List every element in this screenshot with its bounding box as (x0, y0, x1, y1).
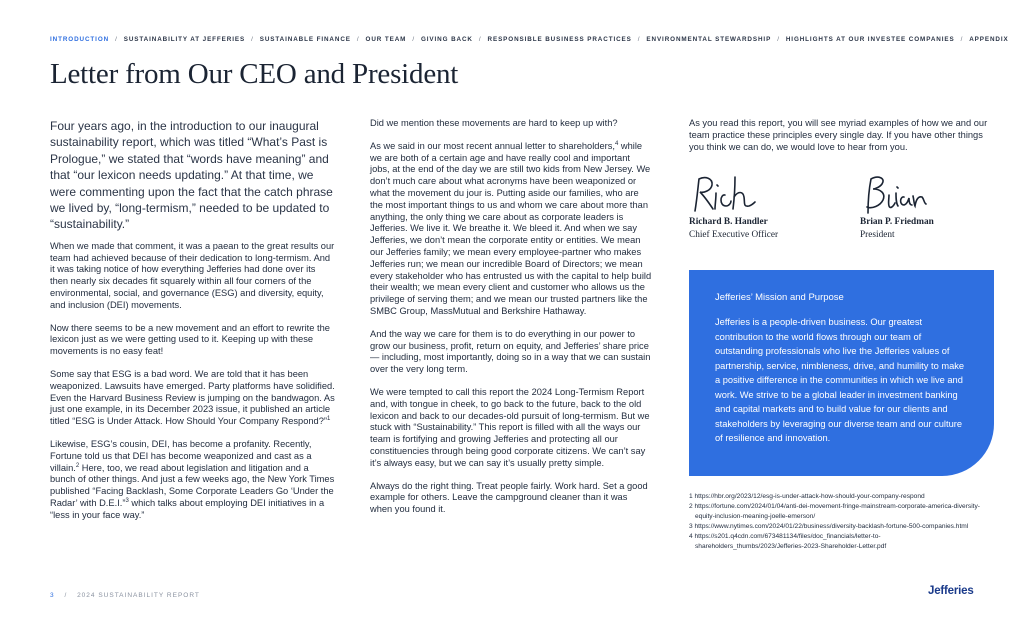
mission-heading: Jefferies’ Mission and Purpose (715, 292, 844, 303)
nav-item-responsible-business-practices[interactable]: RESPONSIBLE BUSINESS PRACTICES (487, 36, 632, 43)
nav-separator: / (115, 36, 118, 43)
paragraph-text: while we are both of a certain age and have really cool and important jobs, at the end of the day we are still two kids from New Jersey. We don’t much care about what acronyms have been weaponized or what the movement du jour is. Putting aside our families, who are the most important things to us and whom we care about more than anything, the only thing we care about as corporate leaders is Jefferies. We live it. We breathe it. We bleed it. And when we say Jefferies, we don’t mean the corporate entity or entities. We mean our Jefferies family; we mean every employee-partner who makes Jefferies run; we mean our incredible Board of Directors; we mean every stakeholder who has entrusted us with the capital to help build their wealth; we mean every client and customer who allows us the privilege of serving them; and we mean our trusted partners like the SMBC Group, MassMutual and Berkshire Hathaway. (370, 140, 652, 316)
body-paragraph: Now there seems to be a new movement and an effort to rewrite the lexicon just as we were getting used to it. Keeping up with these movements is no easy feat! (50, 322, 330, 357)
letter-column-3 (689, 118, 989, 253)
body-paragraph: When we made that comment, it was a paean to the great results our team had achieved because of their dedication to long-termism. And it was taking notice of how everything Jefferies had done over its then nearly six decades fit squarely within all four corners of the environmental, social, and governance (ESG) and diversity, equity, and inclusion (DEI) movements. (50, 240, 335, 310)
footnote-link[interactable]: 4 https://s201.q4cdn.com/673481134/files/doc_financials/letter-to-shareholders_thumbs/2023/Jefferies-2023-Shareholder-Letter.pdf (689, 533, 887, 550)
signer-president (860, 173, 1010, 240)
body-paragraph: And the way we care for them is to do everything in our power to grow our business, profit, return on equity, and Jefferies’ share price — including, most importantly, doing so in a way that we can sustain over the very long term. (370, 328, 651, 375)
nav-separator: / (960, 36, 964, 43)
nav-item-highlights-investee-companies[interactable]: HIGHLIGHTS AT OUR INVESTEE COMPANIES (785, 36, 955, 43)
signer-name: Brian P. Friedman (860, 217, 934, 228)
footnote-link[interactable]: 3 https://www.nytimes.com/2024/01/22/business/diversity-backlash-fortune-500-companies.html (689, 523, 969, 530)
nav-separator: / (637, 36, 641, 43)
nav-separator: / (478, 36, 482, 43)
signature-friedman-icon (860, 173, 930, 215)
paragraph-text: Some say that ESG is a bad word. We are told that it has been weaponized. Lawsuits have emerged. Party platforms have solidified. Even the Harvard Business Review is jumping on the bandwagon. As just one example, in its December 2023 issue, it published an article titled “ESG is Under Attack. How Should Your Company Respond?” (50, 369, 335, 427)
letter-column-2 (370, 118, 652, 527)
nav-item-our-team[interactable]: OUR TEAM (365, 36, 407, 43)
footnote-ref: 1 (327, 416, 331, 423)
nav-item-sustainability-at-jefferies[interactable]: SUSTAINABILITY AT JEFFERIES (123, 36, 246, 43)
body-paragraph: Always do the right thing. Treat people fairly. Work hard. Set a good example for others. Leave the campground cleaner than it was when you found it. (370, 480, 648, 515)
nav-separator: / (777, 36, 780, 43)
page-title: Letter from Our CEO and President (50, 58, 459, 90)
page-number: 3 (50, 592, 55, 599)
nav-item-introduction[interactable]: INTRODUCTION (50, 36, 110, 43)
letter-column-1 (50, 118, 335, 533)
nav-separator: / (251, 36, 254, 43)
mission-text: Jefferies is a people-driven business. Our greatest contribution to the world flows through our team of outstanding professionals who live the Jefferies values of partnership, service, nimbleness, drive, and humility to make a positive difference in the communities in which we live and work. We strive to be a global leader in investment banking and capital markets and to build value for our clients and stakeholders by leveraging our diverse team and our culture of resilience and innovation. (715, 317, 965, 443)
footnote-link[interactable]: 1 https://hbr.org/2023/12/esg-is-under-attack-how-should-your-company-respond (689, 493, 925, 500)
body-paragraph (50, 439, 335, 522)
page-footer (50, 592, 200, 599)
paragraph-text: As we said in our most recent annual letter to shareholders, (370, 140, 615, 151)
section-nav (50, 36, 1009, 43)
footnotes (689, 492, 989, 552)
body-paragraph: As you read this report, you will see myriad examples of how we and our team practice these principles every single day. If you have other things you think we can do, we would love to hear from you. (689, 118, 988, 152)
lead-paragraph: Four years ago, in the introduction to our inaugural sustainability report, which was titled “What’s Past is Prologue,” we stated that “words have meaning” and that “our lexicon needs updating.” At that time, we were commenting upon the fact that the catch phrase we lived by, “long-termism,” needed to be updated to “sustainability.” (50, 119, 333, 232)
nav-item-giving-back[interactable]: GIVING BACK (420, 36, 473, 43)
nav-separator: / (412, 36, 415, 43)
nav-item-environmental-stewardship[interactable]: ENVIRONMENTAL STEWARDSHIP (646, 36, 772, 43)
paragraph-text: Likewise, ESG’s cousin, DEI, has become a profanity. Recently, Fortune told us that DEI has become weaponized and cast as a villain. (50, 439, 312, 473)
paragraph-text: Here, too, we read about legislation and litigation and a bunch of other things. And just a few weeks ago, the New York Times published “Facing Backlash, Some Corporate Leaders Go ‘Under the Radar’ with D.E.I.” (50, 462, 335, 508)
footer-separator: / (64, 592, 68, 599)
signer-name: Richard B. Handler (689, 217, 768, 228)
nav-item-appendix[interactable]: APPENDIX (969, 36, 1009, 43)
footnote-link[interactable]: 2 https://fortune.com/2024/01/04/anti-dei-movement-fringe-mainstream-corporate-america-diversity-equity-inclusion-meaning-joelle-emerson/ (689, 503, 980, 520)
signer-role: Chief Executive Officer (689, 230, 779, 241)
signer-role: President (860, 230, 895, 241)
paragraph-text: which talks about employing DEI initiatives in a “less in your face way.” (50, 497, 325, 520)
signature-block (689, 173, 989, 253)
signer-ceo (689, 173, 839, 240)
body-paragraph (370, 141, 652, 318)
nav-item-sustainable-finance[interactable]: SUSTAINABLE FINANCE (259, 36, 351, 43)
signature-handler-icon (689, 173, 759, 215)
body-paragraph: We were tempted to call this report the 2024 Long-Termism Report and, with tongue in cheek, to go back to the future, back to the old lexicon and back to our decades-old pursuit of long-termism. But we stuck with “Sustainability.” This report is filled with all the ways our team is fortifying and growing Jefferies and protecting all our constituencies through being good corporate citizens. We can’t say it’s always easy, but we can say it’s usually pretty simple. (370, 386, 650, 468)
body-paragraph (50, 369, 335, 428)
footnote-ref: 4 (614, 140, 619, 147)
jefferies-logo: Jefferies (928, 585, 974, 597)
footnote-ref: 2 (75, 462, 80, 469)
mission-callout (689, 270, 994, 476)
footnote-ref: 3 (125, 497, 129, 504)
report-label: 2024 SUSTAINABILITY REPORT (77, 592, 200, 599)
body-paragraph: Did we mention these movements are hard to keep up with? (370, 118, 618, 128)
nav-separator: / (356, 36, 360, 43)
